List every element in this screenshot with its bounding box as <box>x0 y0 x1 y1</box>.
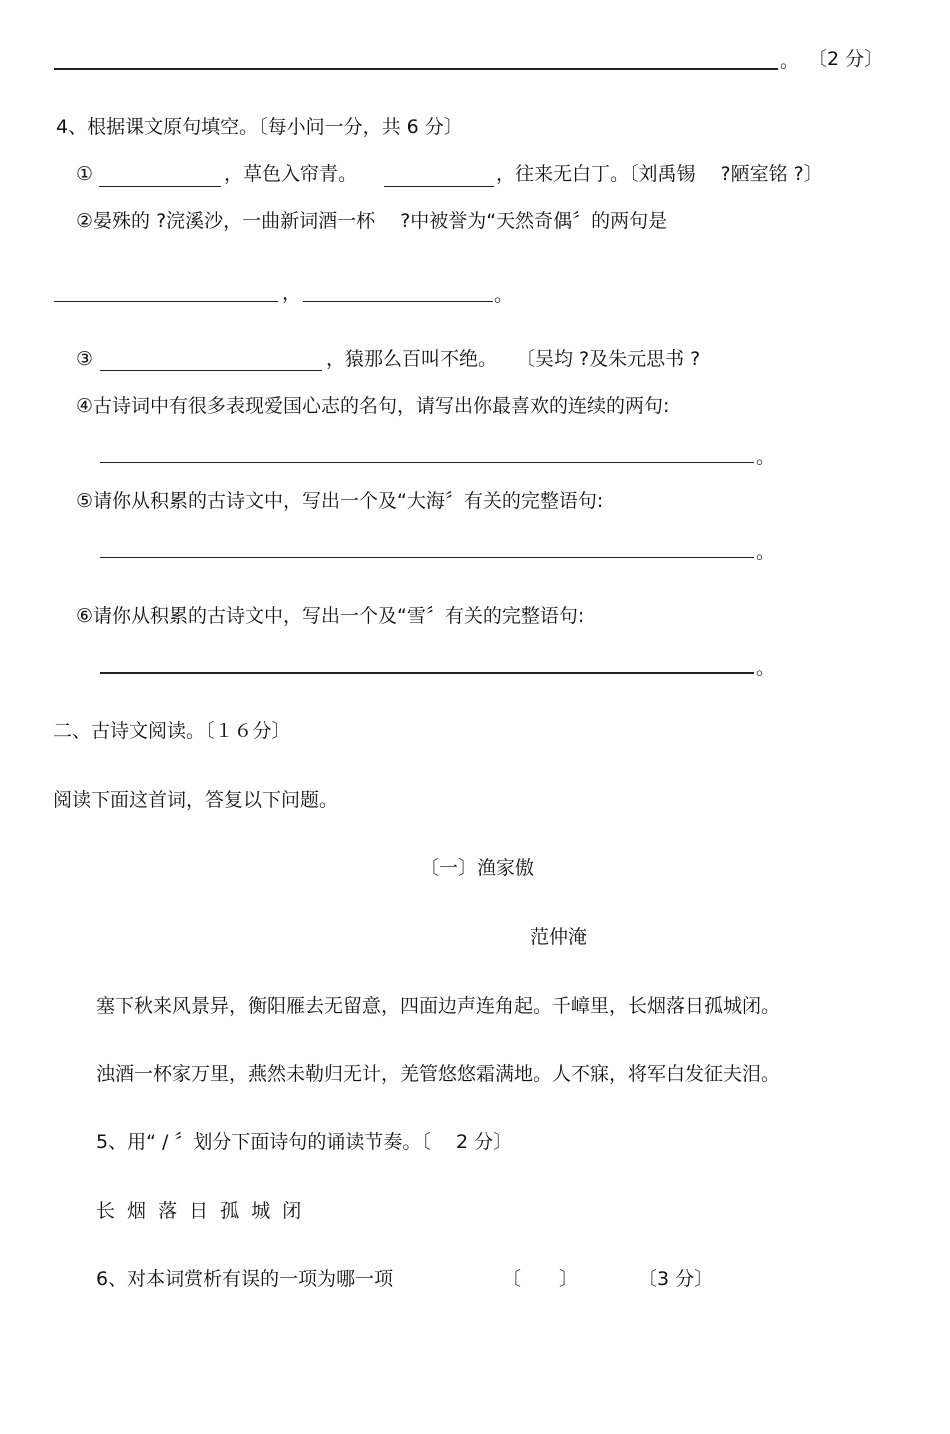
q5-poem-line[interactable]: 长 烟 落 日 孤 城 闭 <box>96 1200 302 1222</box>
q4-item1-blank2[interactable] <box>384 186 494 187</box>
q4-item2-blank2[interactable] <box>303 301 493 302</box>
q4-item2-blank1[interactable] <box>54 301 278 302</box>
section2-title: 二、古诗文阅读。〔１６分〕 <box>53 720 291 742</box>
q4-item3-blank[interactable] <box>100 370 322 371</box>
section2-intro: 阅读下面这首词，答复以下问题。 <box>53 789 339 811</box>
q4-item4-blank[interactable] <box>100 462 754 463</box>
q4-item2-end: 。 <box>494 284 514 306</box>
q4-item1-blank1[interactable] <box>99 186 221 187</box>
q4-item3-num: ③ <box>76 348 94 370</box>
q4-title: 4、根据课文原句填空。〔每小问一分，共 6 分〕 <box>56 116 463 138</box>
q6-text: 6、对本词赏析有误的一项为哪一项 <box>96 1268 394 1290</box>
q4-item2-sep: ， <box>282 282 302 304</box>
q4-item5-text: ⑤请你从积累的古诗文中，写出一个及“大海〞有关的完整语句: <box>76 490 604 512</box>
q4-item1-num: ① <box>76 163 94 185</box>
q4-item4-end: 。 <box>756 446 776 468</box>
q5-text: 5、用“ / 〞划分下面诗句的诵读节奏。〔 2 分〕 <box>96 1131 513 1153</box>
poem-line-2: 浊酒一杯家万里，燕然未勒归无计，羌管悠悠霜满地。人不寐，将军白发征夫泪。 <box>96 1063 781 1085</box>
poem-line-1: 塞下秋来风景异，衡阳雁去无留意，四面边声连角起。千嶂里，长烟落日孤城闭。 <box>96 995 781 1017</box>
q3-end-mark: 。 <box>780 50 800 72</box>
q4-item6-text: ⑥请你从积累的古诗文中，写出一个及“雪〞有关的完整语句: <box>76 605 585 627</box>
q4-item6-end: 。 <box>756 657 776 679</box>
q4-item4-text: ④古诗词中有很多表现爱国心志的名句，请写出你最喜欢的连续的两句: <box>76 395 670 417</box>
q4-item3-tail: ，猿那么百叫不绝。 〔吴均 ?及朱元思书 ? <box>326 348 701 370</box>
q4-item5-end: 。 <box>756 541 776 563</box>
q6-score: 〔3 分〕 <box>638 1268 714 1290</box>
q3-score: 〔2 分〕 <box>808 48 884 70</box>
q4-item1-mid: ，草色入帘青。 <box>224 163 358 185</box>
q4-item6-blank[interactable] <box>100 672 754 674</box>
poem-title: 〔一〕渔家傲 <box>420 857 535 879</box>
answer-line-q3[interactable] <box>54 68 778 70</box>
q4-item1-tail: ，往来无白丁。〔刘禹锡 ?陋室铭 ?〕 <box>496 163 823 185</box>
q4-item5-blank[interactable] <box>100 557 754 558</box>
q4-item2-text: ②晏殊的 ?浣溪沙，一曲新词酒一杯 ?中被誉为“天然奇偶〞的两句是 <box>76 210 668 232</box>
poem-author: 范仲淹 <box>530 926 588 948</box>
q6-answer-bracket[interactable]: 〔 〕 <box>502 1268 579 1290</box>
